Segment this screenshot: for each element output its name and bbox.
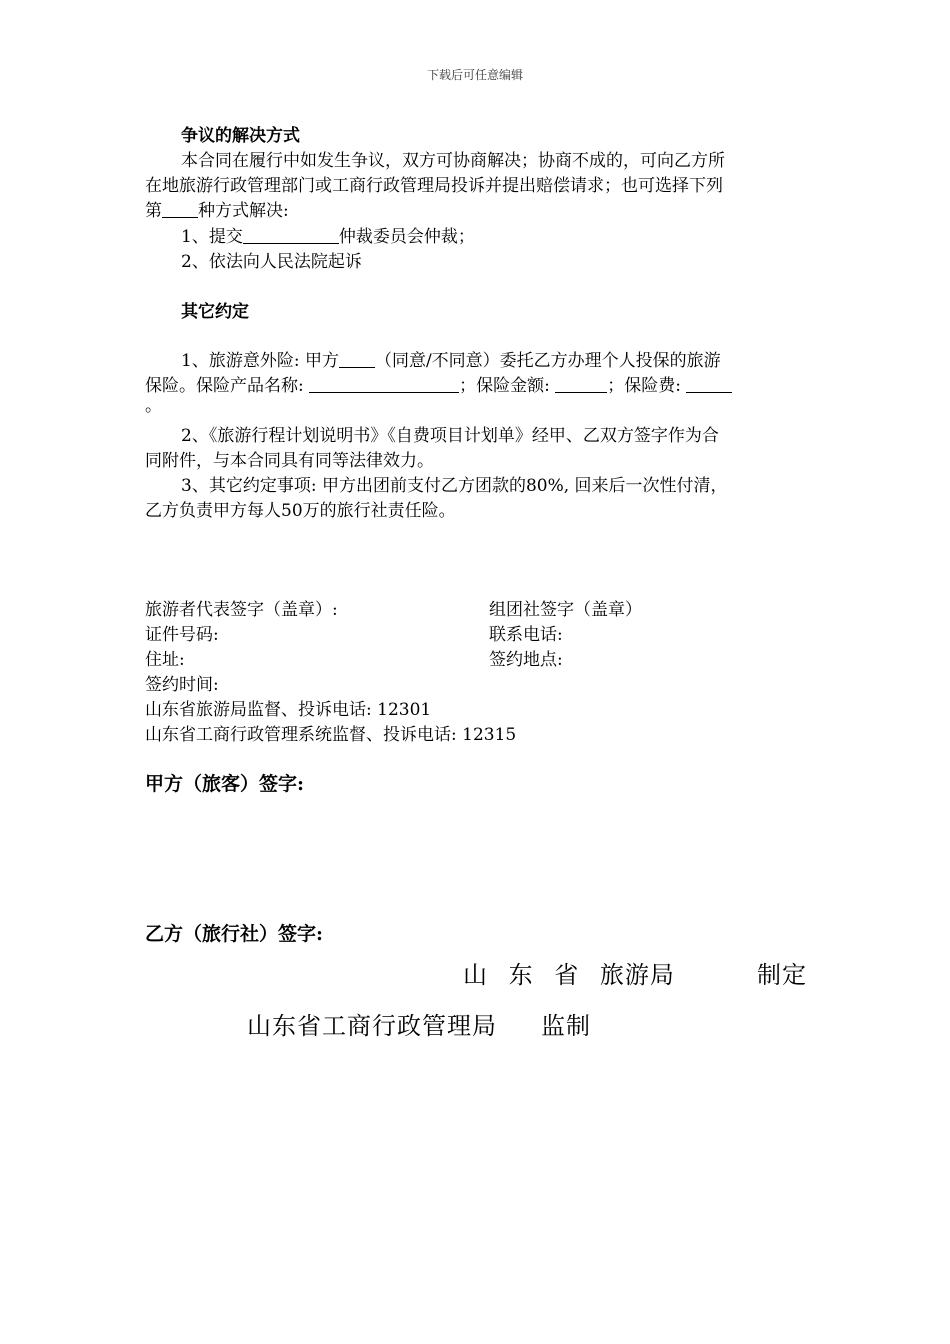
dispute-option-1	[145, 225, 841, 250]
dispute-paragraph-line-2: 在地旅游行政管理部门或工商行政管理局投诉并提出赔偿请求；也可选择下列	[145, 176, 723, 196]
signing-place-label: 签约地点:	[489, 650, 563, 670]
issuer-name: 山 东 省 旅游局	[463, 961, 675, 989]
other-item-3-line-2: 乙方负责甲方每人50万的旅行社责任险。	[145, 501, 456, 521]
supervisor-name: 山东省工商行政管理局	[247, 1012, 497, 1040]
arbitration-committee-blank[interactable]	[243, 225, 339, 244]
insurance-amount-blank[interactable]	[555, 374, 607, 393]
other-item-1-line-3: 。	[145, 396, 162, 416]
dispute-title: 争议的解决方式	[181, 126, 300, 146]
insurance-prefix: 1、旅游意外险: 甲方	[181, 351, 339, 371]
signing-time-label: 签约时间:	[145, 675, 219, 695]
option-1-suffix: 仲裁委员会仲裁；	[338, 227, 475, 247]
insurance-fee-blank[interactable]	[686, 374, 732, 393]
insurance-fee-label: ；保险费:	[607, 376, 687, 396]
dispute-paragraph-line-1: 本合同在履行中如发生争议，双方可协商解决；协商不成的，可向乙方所	[181, 151, 725, 171]
issuer-action: 制定	[757, 961, 807, 989]
dispute-choice-suffix: 种方式解决:	[198, 201, 289, 221]
address-label: 住址:	[145, 650, 185, 670]
insurance-consent-blank[interactable]	[339, 349, 375, 368]
insurance-product-blank[interactable]	[309, 374, 459, 393]
other-title: 其它约定	[181, 302, 249, 322]
other-item-1-line-2	[145, 374, 805, 399]
party-a-signature: 甲方（旅客）签字:	[145, 773, 305, 795]
dispute-paragraph-line-3	[145, 199, 805, 224]
other-item-2-line-1: 2、《旅游行程计划说明书》《自费项目计划单》经甲、乙双方签字作为合	[181, 426, 719, 446]
other-item-2-line-2: 同附件，与本合同具有同等法律效力。	[145, 451, 434, 471]
page-header: 下载后可任意编辑	[426, 68, 523, 82]
insurance-product-label: 保险。保险产品名称:	[145, 376, 310, 396]
contact-phone-label: 联系电话:	[489, 625, 563, 645]
option-1-prefix: 1、提交	[181, 227, 243, 247]
tourist-rep-signature: 旅游者代表签字（盖章）:	[145, 600, 338, 620]
other-item-3-line-1: 3、其它约定事项: 甲方出团前支付乙方团款的80%, 回来后一次性付清，	[181, 476, 728, 496]
agency-signature: 组团社签字（盖章）	[489, 600, 642, 620]
party-b-signature: 乙方（旅行社）签字:	[145, 923, 324, 945]
supervisor-action: 监制	[541, 1012, 591, 1040]
tourism-bureau-hotline: 山东省旅游局监督、投诉电话: 12301	[145, 700, 432, 720]
insurance-amount-label: ；保险金额:	[459, 376, 556, 396]
dispute-option-2: 2、依法向人民法院起诉	[181, 252, 362, 272]
commerce-hotline: 山东省工商行政管理系统监督、投诉电话: 12315	[145, 725, 517, 745]
dispute-choice-blank[interactable]	[162, 199, 198, 218]
insurance-consent-text: （同意/不同意）委托乙方办理个人投保的旅游	[374, 351, 721, 371]
other-item-1-line-1	[145, 349, 841, 374]
id-number-label: 证件号码:	[145, 625, 219, 645]
dispute-choice-prefix: 第	[145, 201, 162, 221]
